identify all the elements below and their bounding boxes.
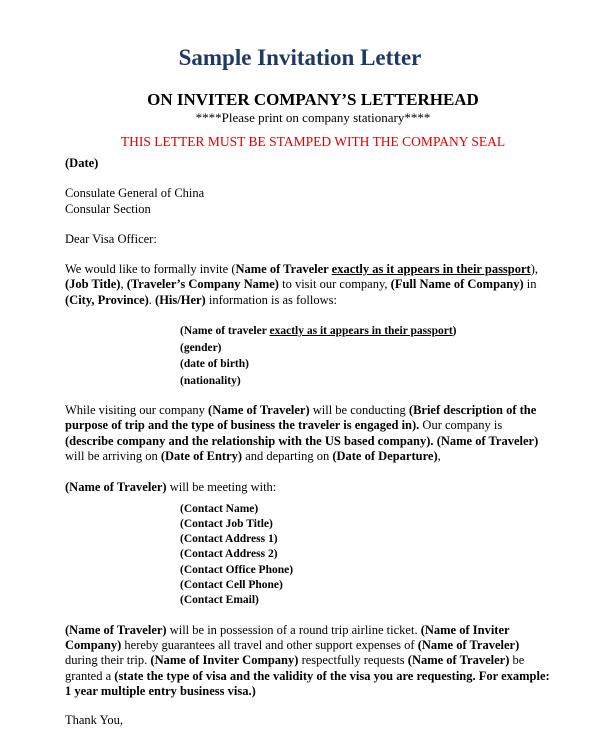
visit-paragraph: While visiting our company (Name of Traveler) will be conducting (Brief description of the purpose of trip and the type of business the traveler is engaged in). Our company is (describe company and the relationship with the US based company). (Name of Traveler) will be arriving on (Date of Entry) and departing on (Date of Departure), <box>65 403 539 463</box>
contact-email: (Contact Email) <box>180 594 259 607</box>
letter-body <box>65 156 555 728</box>
contact-name: (Contact Name) <box>180 502 259 515</box>
recipient-line-2: Consular Section <box>65 201 151 216</box>
recipient-line-1: Consulate General of China <box>65 186 205 201</box>
meeting-line: (Name of Traveler) will be meeting with: <box>65 480 277 495</box>
date-placeholder: (Date) <box>65 156 99 170</box>
invitation-paragraph: We would like to formally invite (Name of Traveler exactly as it appears in their passport), (Job Title), (Traveler’s Company Name) to visit our company, (Full Name of Company) in (City, Province). (His/Her) information is as follows: <box>65 262 539 307</box>
contact-address-1: (Contact Address 1) <box>180 533 278 546</box>
stamp-warning: THIS LETTER MUST BE STAMPED WITH THE COMPANY SEAL <box>120 134 506 149</box>
page-title: Sample Invitation Letter <box>178 45 422 70</box>
contact-list <box>65 502 555 609</box>
traveler-nationality: (nationality) <box>180 374 241 387</box>
stationary-note: ****Please print on company stationary**** <box>195 110 431 125</box>
contact-cell-phone: (Contact Cell Phone) <box>180 579 283 592</box>
closing: Thank You, <box>65 713 123 728</box>
guarantee-paragraph: (Name of Traveler) will be in possession of a round trip airline ticket. (Name of Inviter Company) hereby guarantees all travel and other support expenses of (Name of Traveler) during their trip. (Name of Inviter Company) respectfully requests (Name of Traveler) be granted a (state the type of visa and the validity of the visa you are requesting. For example: 1 year multiple entry business visa.) <box>65 622 550 698</box>
contact-job-title: (Contact Job Title) <box>180 517 273 530</box>
traveler-gender: (gender) <box>180 341 222 354</box>
contact-address-2: (Contact Address 2) <box>180 548 278 561</box>
traveler-dob: (date of birth) <box>180 358 249 371</box>
letterhead-heading: ON INVITER COMPANY’S LETTERHEAD <box>147 90 479 109</box>
contact-office-phone: (Contact Office Phone) <box>180 563 294 576</box>
traveler-info-list: (Name of traveler exactly as it appears in their passport) (gender) (date of birth) (nationality) <box>180 325 457 387</box>
salutation: Dear Visa Officer: <box>65 231 157 246</box>
